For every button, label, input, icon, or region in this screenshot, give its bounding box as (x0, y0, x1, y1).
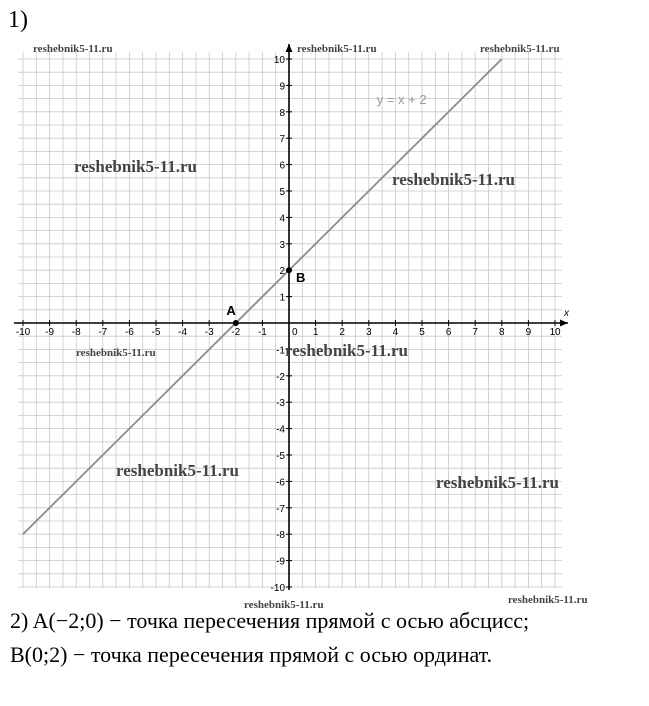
y-tick-label: 9 (279, 81, 285, 93)
x-tick-label: -8 (71, 327, 81, 338)
x-tick-label: -7 (98, 327, 108, 338)
x-tick-label: -9 (45, 327, 55, 338)
series-equation-label: y = x + 2 (376, 91, 427, 107)
watermark-text: reshebnik5-11.ru (76, 347, 156, 359)
watermark-text: reshebnik5-11.ru (480, 43, 560, 55)
y-tick-label: 4 (279, 213, 285, 225)
watermark-text: reshebnik5-11.ru (74, 157, 197, 176)
y-tick-label: 1 (279, 292, 285, 304)
x-tick-label: -1 (257, 327, 267, 338)
y-tick-label: 7 (279, 134, 285, 146)
watermark-text: reshebnik5-11.ru (116, 461, 239, 480)
x-tick-label: -3 (204, 327, 214, 338)
answer-line-2: B(0;2) − точка пересечения прямой с осью ординат. (10, 642, 493, 667)
part-1-label: 1) (8, 7, 28, 33)
point-b-label: B (296, 270, 306, 286)
point-a-label: A (226, 303, 236, 318)
watermark-text: reshebnik5-11.ru (436, 473, 559, 492)
x-tick-label: 9 (525, 327, 532, 338)
y-tick-label: -2 (276, 371, 285, 383)
y-tick-label: 10 (273, 55, 285, 66)
x-tick-label: 2 (339, 327, 345, 338)
x-tick-label: 5 (419, 327, 425, 338)
watermark-text: reshebnik5-11.ru (285, 341, 408, 360)
y-tick-label: -6 (276, 477, 285, 489)
y-tick-label: -7 (276, 503, 285, 515)
x-tick-label: 1 (312, 327, 319, 338)
x-tick-label: 6 (445, 327, 452, 338)
watermark-text: reshebnik5-11.ru (244, 599, 324, 611)
y-axis-arrow (286, 44, 293, 52)
x-tick-label: 0 (292, 327, 298, 338)
x-tick-label: 10 (549, 327, 561, 338)
x-tick-label: 8 (499, 327, 505, 338)
y-tick-label: -4 (276, 424, 285, 436)
x-tick-label: -10 (15, 327, 31, 338)
x-tick-label: -2 (231, 327, 241, 338)
y-tick-label: 2 (279, 266, 285, 278)
watermark-text: reshebnik5-11.ru (392, 170, 515, 189)
y-tick-label: -1 (276, 345, 285, 357)
y-tick-label: 3 (279, 239, 285, 251)
x-tick-label: 7 (472, 327, 478, 338)
x-tick-label: 3 (366, 327, 372, 338)
x-tick-label: -4 (178, 327, 188, 338)
y-tick-label: -8 (276, 530, 285, 542)
x-axis-arrow (560, 320, 568, 327)
y-tick-label: 6 (279, 160, 285, 172)
y-tick-label: 8 (279, 107, 285, 119)
x-tick-label: -6 (124, 327, 134, 338)
point-b-marker (286, 267, 292, 273)
x-tick-label: 4 (392, 327, 399, 338)
watermark-text: reshebnik5-11.ru (33, 43, 113, 55)
y-tick-label: -10 (270, 583, 285, 594)
x-axis-name: x (564, 308, 569, 319)
y-tick-label: -5 (276, 451, 285, 462)
y-tick-label: -3 (276, 398, 285, 410)
y-tick-label: -9 (276, 556, 285, 568)
watermark-text: reshebnik5-11.ru (508, 594, 588, 606)
y-tick-label: 5 (279, 187, 285, 198)
watermark-text: reshebnik5-11.ru (297, 43, 377, 55)
point-a-marker (233, 320, 239, 326)
x-tick-label: -5 (151, 327, 161, 338)
answer-line-1: 2) A(−2;0) − точка пересечения прямой с осью абсцисс; (10, 608, 530, 633)
